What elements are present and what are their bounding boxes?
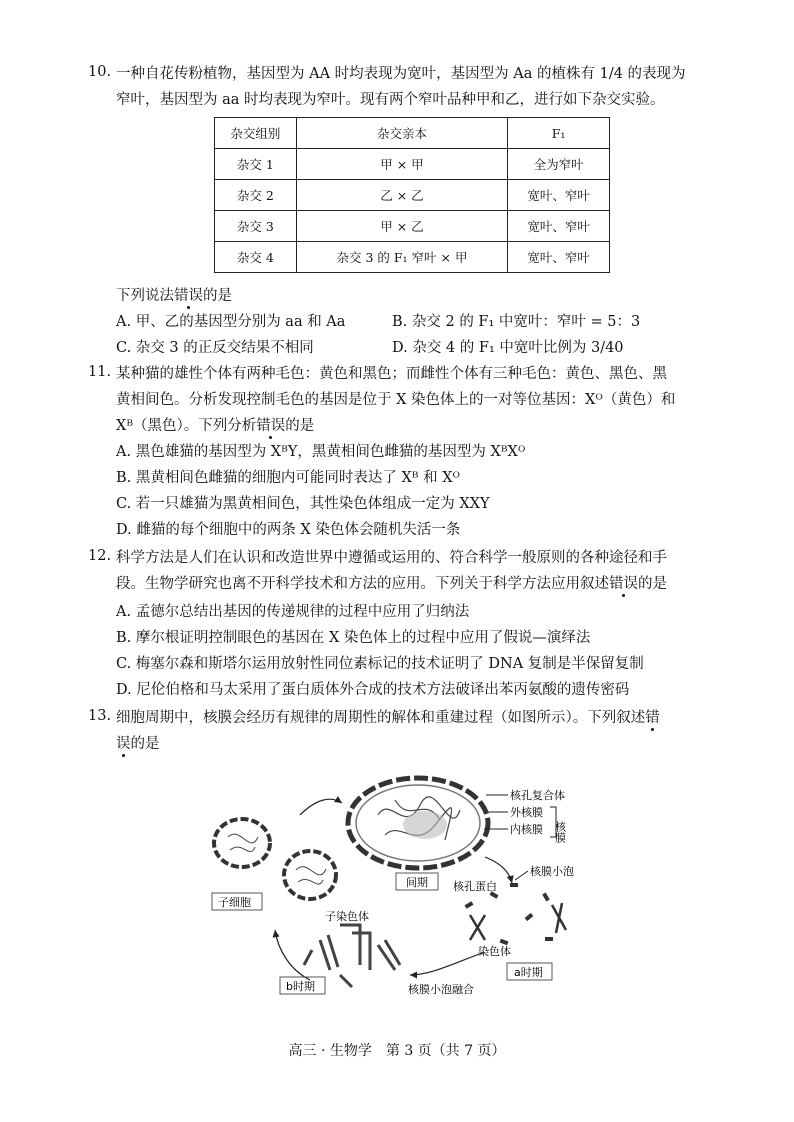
table-header: F₁	[508, 118, 610, 149]
table-cell: 甲 × 甲	[296, 149, 507, 180]
question-13-line-1	[116, 708, 660, 728]
page-footer: 高三 · 生物学 第 3 页（共 7 页）	[288, 1043, 506, 1059]
outer-membrane-label: 外核膜	[510, 806, 543, 819]
pore-protein-label: 核孔蛋白	[453, 880, 497, 893]
question-12-number: 12.	[88, 548, 112, 564]
table-cell: 宽叶、窄叶	[508, 242, 610, 273]
vesicle-fusion-label: 核膜小泡融合	[408, 983, 474, 996]
b-phase-chromosomes	[304, 925, 400, 987]
interphase-label: 间期	[406, 876, 428, 889]
nuclear-envelope-cycle-figure	[200, 765, 600, 1005]
daughter-cell-label: 子细胞	[218, 896, 251, 909]
cycle-arrow	[300, 799, 342, 815]
nuclear-envelope-label: 核膜	[553, 821, 567, 843]
question-13-line-2	[116, 734, 160, 754]
vesicle-label: 核膜小泡	[530, 865, 574, 878]
emphasis-text: 错误	[174, 288, 203, 304]
table-cell: 宽叶、窄叶	[508, 180, 610, 211]
daughter-cells	[214, 819, 336, 899]
stem-text: 的是	[638, 576, 667, 592]
option-a: A. 孟德尔总结出基因的传递规律的过程中应用了归纳法	[116, 604, 470, 620]
table-cell: 杂交 3	[215, 211, 297, 242]
pointer-line	[515, 871, 528, 880]
table-cell: 杂交 4	[215, 242, 297, 273]
table-cell: 宽叶、窄叶	[508, 211, 610, 242]
a-phase-chromosomes	[470, 903, 566, 940]
table-header-row	[215, 118, 610, 149]
stem-text: 下列说法	[116, 288, 174, 304]
table-header: 杂交组别	[215, 118, 297, 149]
table-row	[215, 149, 610, 180]
question-11-line-2: 黄相间色。分析发现控制毛色的基因是位于 X 染色体上的一对等位基因：Xᴼ（黄色）和	[116, 392, 676, 408]
nuclear-pore-label: 核孔复合体	[510, 789, 565, 802]
question-10-stem	[116, 286, 232, 306]
option-c: C. 杂交 3 的正反交结果不相同	[116, 340, 314, 356]
option-d: D. 杂交 4 的 F₁ 中宽叶比例为 3/40	[392, 340, 624, 356]
option-c: C. 梅塞尔森和斯塔尔运用放射性同位素标记的技术证明了 DNA 复制是半保留复制	[116, 656, 644, 672]
emphasis-text: 错误	[609, 576, 638, 592]
question-11-line-3	[116, 416, 314, 436]
table-cell: 甲 × 乙	[296, 211, 507, 242]
option-b: B. 杂交 2 的 F₁ 中宽叶：窄叶 = 5：3	[392, 314, 641, 330]
stem-text: 段。生物学研究也离不开科学技术和方法的应用。下列关于科学方法应用叙述	[116, 576, 609, 592]
option-c: C. 若一只雄猫为黑黄相间色，其性染色体组成一定为 XXY	[116, 496, 490, 512]
cycle-arrow	[410, 953, 482, 975]
table-row	[215, 180, 610, 211]
inner-membrane-label: 内核膜	[510, 823, 543, 836]
question-10-line-2: 窄叶，基因型为 aa 时均表现为窄叶。现有两个窄叶品种甲和乙，进行如下杂交实验。	[116, 92, 665, 108]
table-cell: 全为窄叶	[508, 149, 610, 180]
option-a: A. 黑色雄猫的基因型为 XᴮY，黑黄相间色雌猫的基因型为 XᴮXᴼ	[116, 444, 526, 460]
a-phase-label: a时期	[514, 966, 543, 979]
interphase-nucleus	[348, 778, 488, 868]
b-phase-label: b时期	[286, 980, 315, 993]
question-11-line-1: 某种猫的雄性个体有两种毛色：黄色和黑色；而雌性个体有三种毛色：黄色、黑色、黑	[116, 366, 667, 382]
table-cell: 杂交 1	[215, 149, 297, 180]
table-header: 杂交亲本	[296, 118, 507, 149]
stem-text: 的是	[130, 736, 160, 752]
option-b: B. 摩尔根证明控制眼色的基因在 X 染色体上的过程中应用了假说—演绎法	[116, 630, 591, 646]
question-10-line-1: 一种自花传粉植物，基因型为 AA 时均表现为宽叶，基因型为 Aa 的植株有 1/4 的表现为	[116, 66, 686, 82]
emphasis-text: 误	[116, 736, 131, 752]
question-12-line-1: 科学方法是人们在认识和改造世界中遵循或运用的、符合科学一般原则的各种途径和手	[116, 550, 667, 566]
stem-text: 细胞周期中，核膜会经历有规律的周期性的解体和重建过程（如图所示）。下列叙述	[116, 710, 646, 726]
option-a: A. 甲、乙的基因型分别为 aa 和 Aa	[116, 314, 346, 330]
option-d: D. 尼伦伯格和马太采用了蛋白质体外合成的技术方法破译出苯丙氨酸的遗传密码	[116, 682, 630, 698]
cycle-arrow	[275, 930, 310, 980]
stem-text: Xᴮ（黑色）。下列分析	[116, 418, 257, 434]
table-cell: 杂交 3 的 F₁ 窄叶 × 甲	[296, 242, 507, 273]
question-12-line-2	[116, 574, 667, 594]
chromosome-label: 染色体	[478, 945, 511, 958]
cross-experiment-table	[214, 117, 610, 273]
table-cell: 乙 × 乙	[296, 180, 507, 211]
table-row	[215, 242, 610, 273]
question-13-number: 13.	[88, 708, 112, 724]
table-row	[215, 211, 610, 242]
table-cell: 杂交 2	[215, 180, 297, 211]
daughter-chromosome-label: 子染色体	[325, 910, 369, 923]
question-11-number: 11.	[88, 364, 112, 380]
question-10-number: 10.	[88, 64, 112, 80]
option-b: B. 黑黄相间色雌猫的细胞内可能同时表达了 Xᴮ 和 Xᴼ	[116, 470, 461, 486]
option-d: D. 雌猫的每个细胞中的两条 X 染色体会随机失活一条	[116, 522, 461, 538]
emphasis-text: 错	[645, 710, 660, 726]
emphasis-text: 错误	[256, 418, 286, 434]
stem-text: 的是	[203, 288, 232, 304]
stem-text: 的是	[285, 418, 315, 434]
